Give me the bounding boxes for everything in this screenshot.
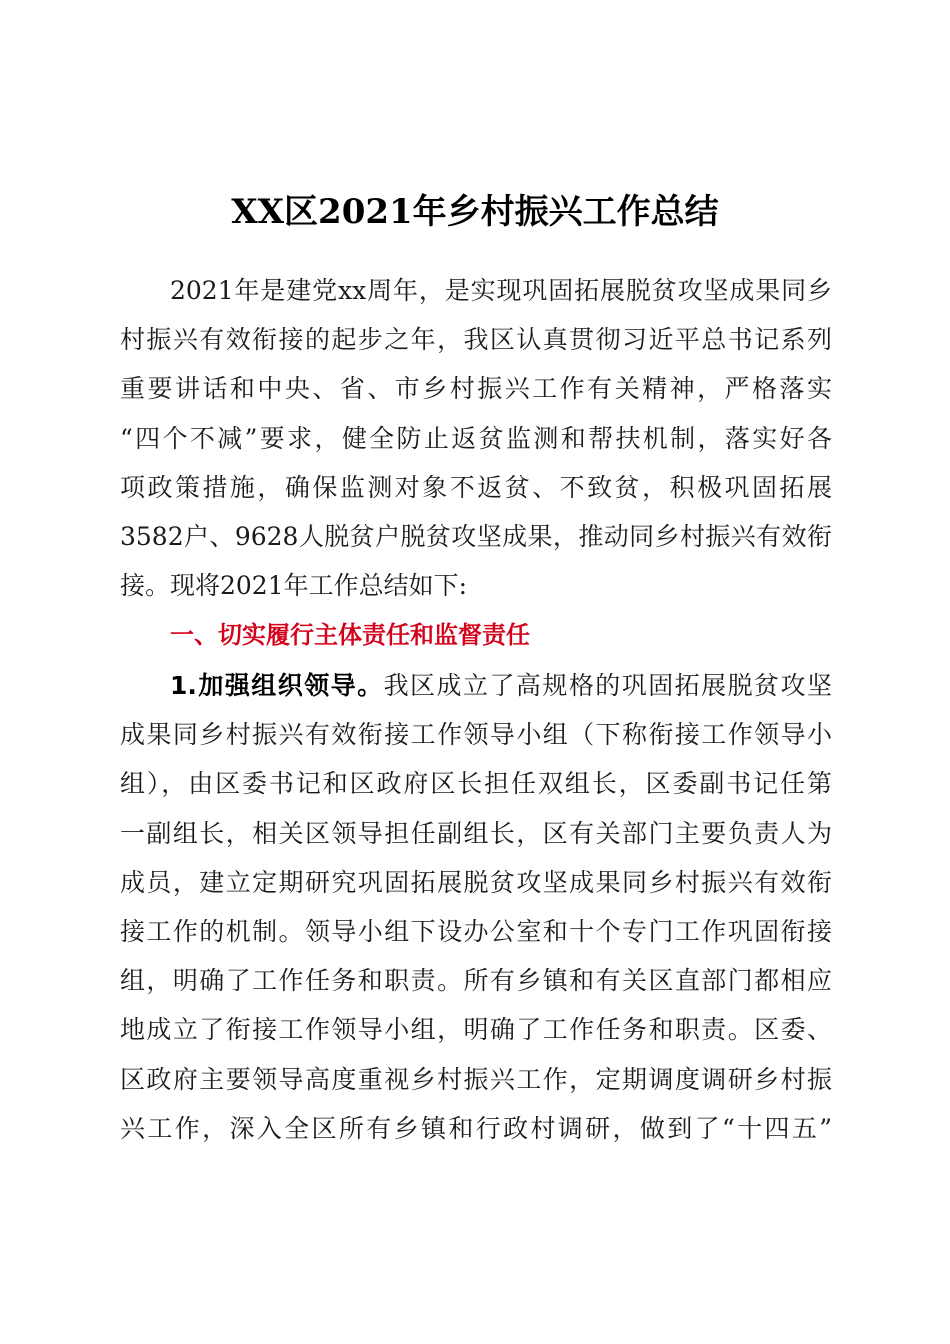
document-title: XX区2021年乡村振兴工作总结 [231,192,719,232]
text-line: 区政府主要领导高度重视乡村振兴工作，定期调度调研乡村振 [120,1064,832,1094]
text-line: 成员，建立定期研究巩固拓展脱贫攻坚成果同乡村振兴有效衔 [120,867,832,897]
text-line: 一副组长，相关区领导担任副组长，区有关部门主要负责人为 [120,818,832,848]
section-heading: 一、切实履行主体责任和监督责任 [170,621,530,649]
text-line: 重要讲话和中央、省、市乡村振兴工作有关精神，严格落实 [120,374,832,404]
item1-paragraph [120,661,832,1153]
text-line: “四个不减”要求，健全防止返贫监测和帮扶机制，落实好各 [120,423,832,453]
text-line: 2021年是建党xx周年，是实现巩固拓展脱贫攻坚成果同乡 [170,276,832,305]
text-line: 组），由区委书记和区政府区长担任双组长，区委副书记任第 [120,769,832,799]
text-line [120,661,832,710]
item-lead-rest: 我区成立了高规格的巩固拓展脱贫攻坚 [383,671,832,700]
text-line: 成果同乡村振兴有效衔接工作领导小组（下称衔接工作领导小 [120,720,832,750]
text-line: 兴工作，深入全区所有乡镇和行政村调研，做到了“十四五” [120,1113,832,1143]
text-line: 地成立了衔接工作领导小组，明确了工作任务和职责。区委、 [120,1015,832,1045]
text-line: 组，明确了工作任务和职责。所有乡镇和有关区直部门都相应 [120,966,832,996]
item-lead: 1.加强组织领导。 [170,671,384,700]
text-line: 接工作的机制。领导小组下设办公室和十个专门工作巩固衔接 [120,916,832,946]
text-line: 项政策措施，确保监测对象不返贫、不致贫，积极巩固拓展 [120,472,832,502]
intro-paragraph [120,266,832,610]
text-line: 村振兴有效衔接的起步之年，我区认真贯彻习近平总书记系列 [120,325,832,355]
text-line: 接。现将2021年工作总结如下: [120,571,468,601]
text-line: 3582户、9628人脱贫户脱贫攻坚成果，推动同乡村振兴有效衔 [120,521,832,551]
